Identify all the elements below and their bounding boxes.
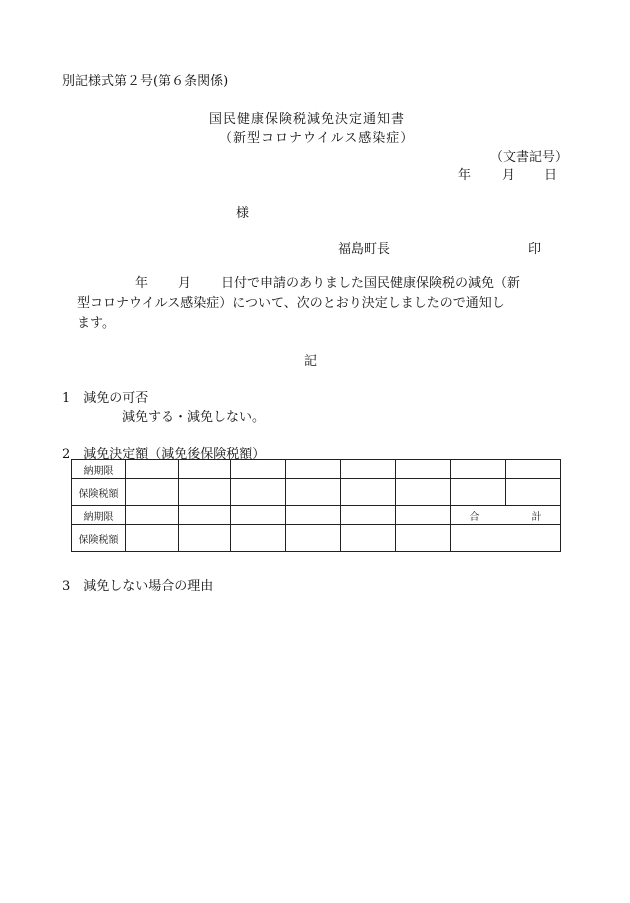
table-row [72,506,561,525]
date-month-label: 月 [502,168,516,183]
amount-table [71,459,561,552]
paragraph-line-1 [77,274,565,294]
table-cell [179,460,231,479]
table-cell [126,479,179,506]
body-line1-text: 日付で申請のありました国民健康保険税の減免（新 [221,276,521,291]
total-label-left: 合 [469,511,480,523]
seal-mark: 印 [528,242,542,257]
section-3-heading: 3 減免しない場合の理由 [62,579,214,594]
document-title: 国民健康保険税減免決定通知書 [209,112,406,127]
ki-heading: 記 [304,354,318,369]
tax-amount-label: 保険税額 [72,525,126,552]
table-cell [231,479,286,506]
due-date-label: 納期限 [72,460,126,479]
document-number: （文書記号） [490,150,569,165]
section-2-heading: 2 減免決定額（減免後保険税額） [62,447,266,462]
table-cell [179,525,231,552]
table-cell [231,506,286,525]
table-cell [126,460,179,479]
form-number: 別記様式第２号(第６条関係) [62,74,229,89]
table-cell [341,479,396,506]
total-label-cell [451,506,561,525]
table-cell [341,506,396,525]
total-label-right: 計 [531,511,542,523]
table-cell [341,525,396,552]
table-cell [396,525,451,552]
table-cell [231,460,286,479]
table-row [72,460,561,479]
table-cell [396,460,451,479]
section-1-choice: 減免する・減免しない。 [122,410,266,425]
paragraph-line-2: 型コロナウイルス感染症）について、次のとおり決定しましたので通知し [77,296,505,311]
table-cell [451,479,506,506]
body-month-label: 月 [178,276,192,291]
document-subtitle: （新型コロナウイルス感染症） [219,131,415,146]
table-cell [286,460,341,479]
table-row [72,525,561,552]
table-cell [341,460,396,479]
table-cell [126,506,179,525]
issuer-name: 福島町長 [338,242,391,257]
table-cell [286,525,341,552]
table-cell [179,479,231,506]
table-cell [126,525,179,552]
table-cell [506,479,561,506]
recipient-honorific: 様 [236,206,250,221]
section-1-heading: 1 減免の可否 [62,391,149,406]
paragraph-line-3: ます。 [77,316,115,331]
date-day-label: 日 [544,168,558,183]
table-cell [396,506,451,525]
total-amount-cell [451,525,561,552]
table-row [72,479,561,506]
due-date-label: 納期限 [72,506,126,525]
tax-amount-label: 保険税額 [72,479,126,506]
table-cell [396,479,451,506]
table-cell [286,506,341,525]
table-cell [231,525,286,552]
notice-paragraph [77,274,565,334]
date-year-label: 年 [458,168,472,183]
table-cell [506,460,561,479]
table-cell [451,460,506,479]
table-cell [179,506,231,525]
body-year-label: 年 [135,276,149,291]
table-cell [286,479,341,506]
